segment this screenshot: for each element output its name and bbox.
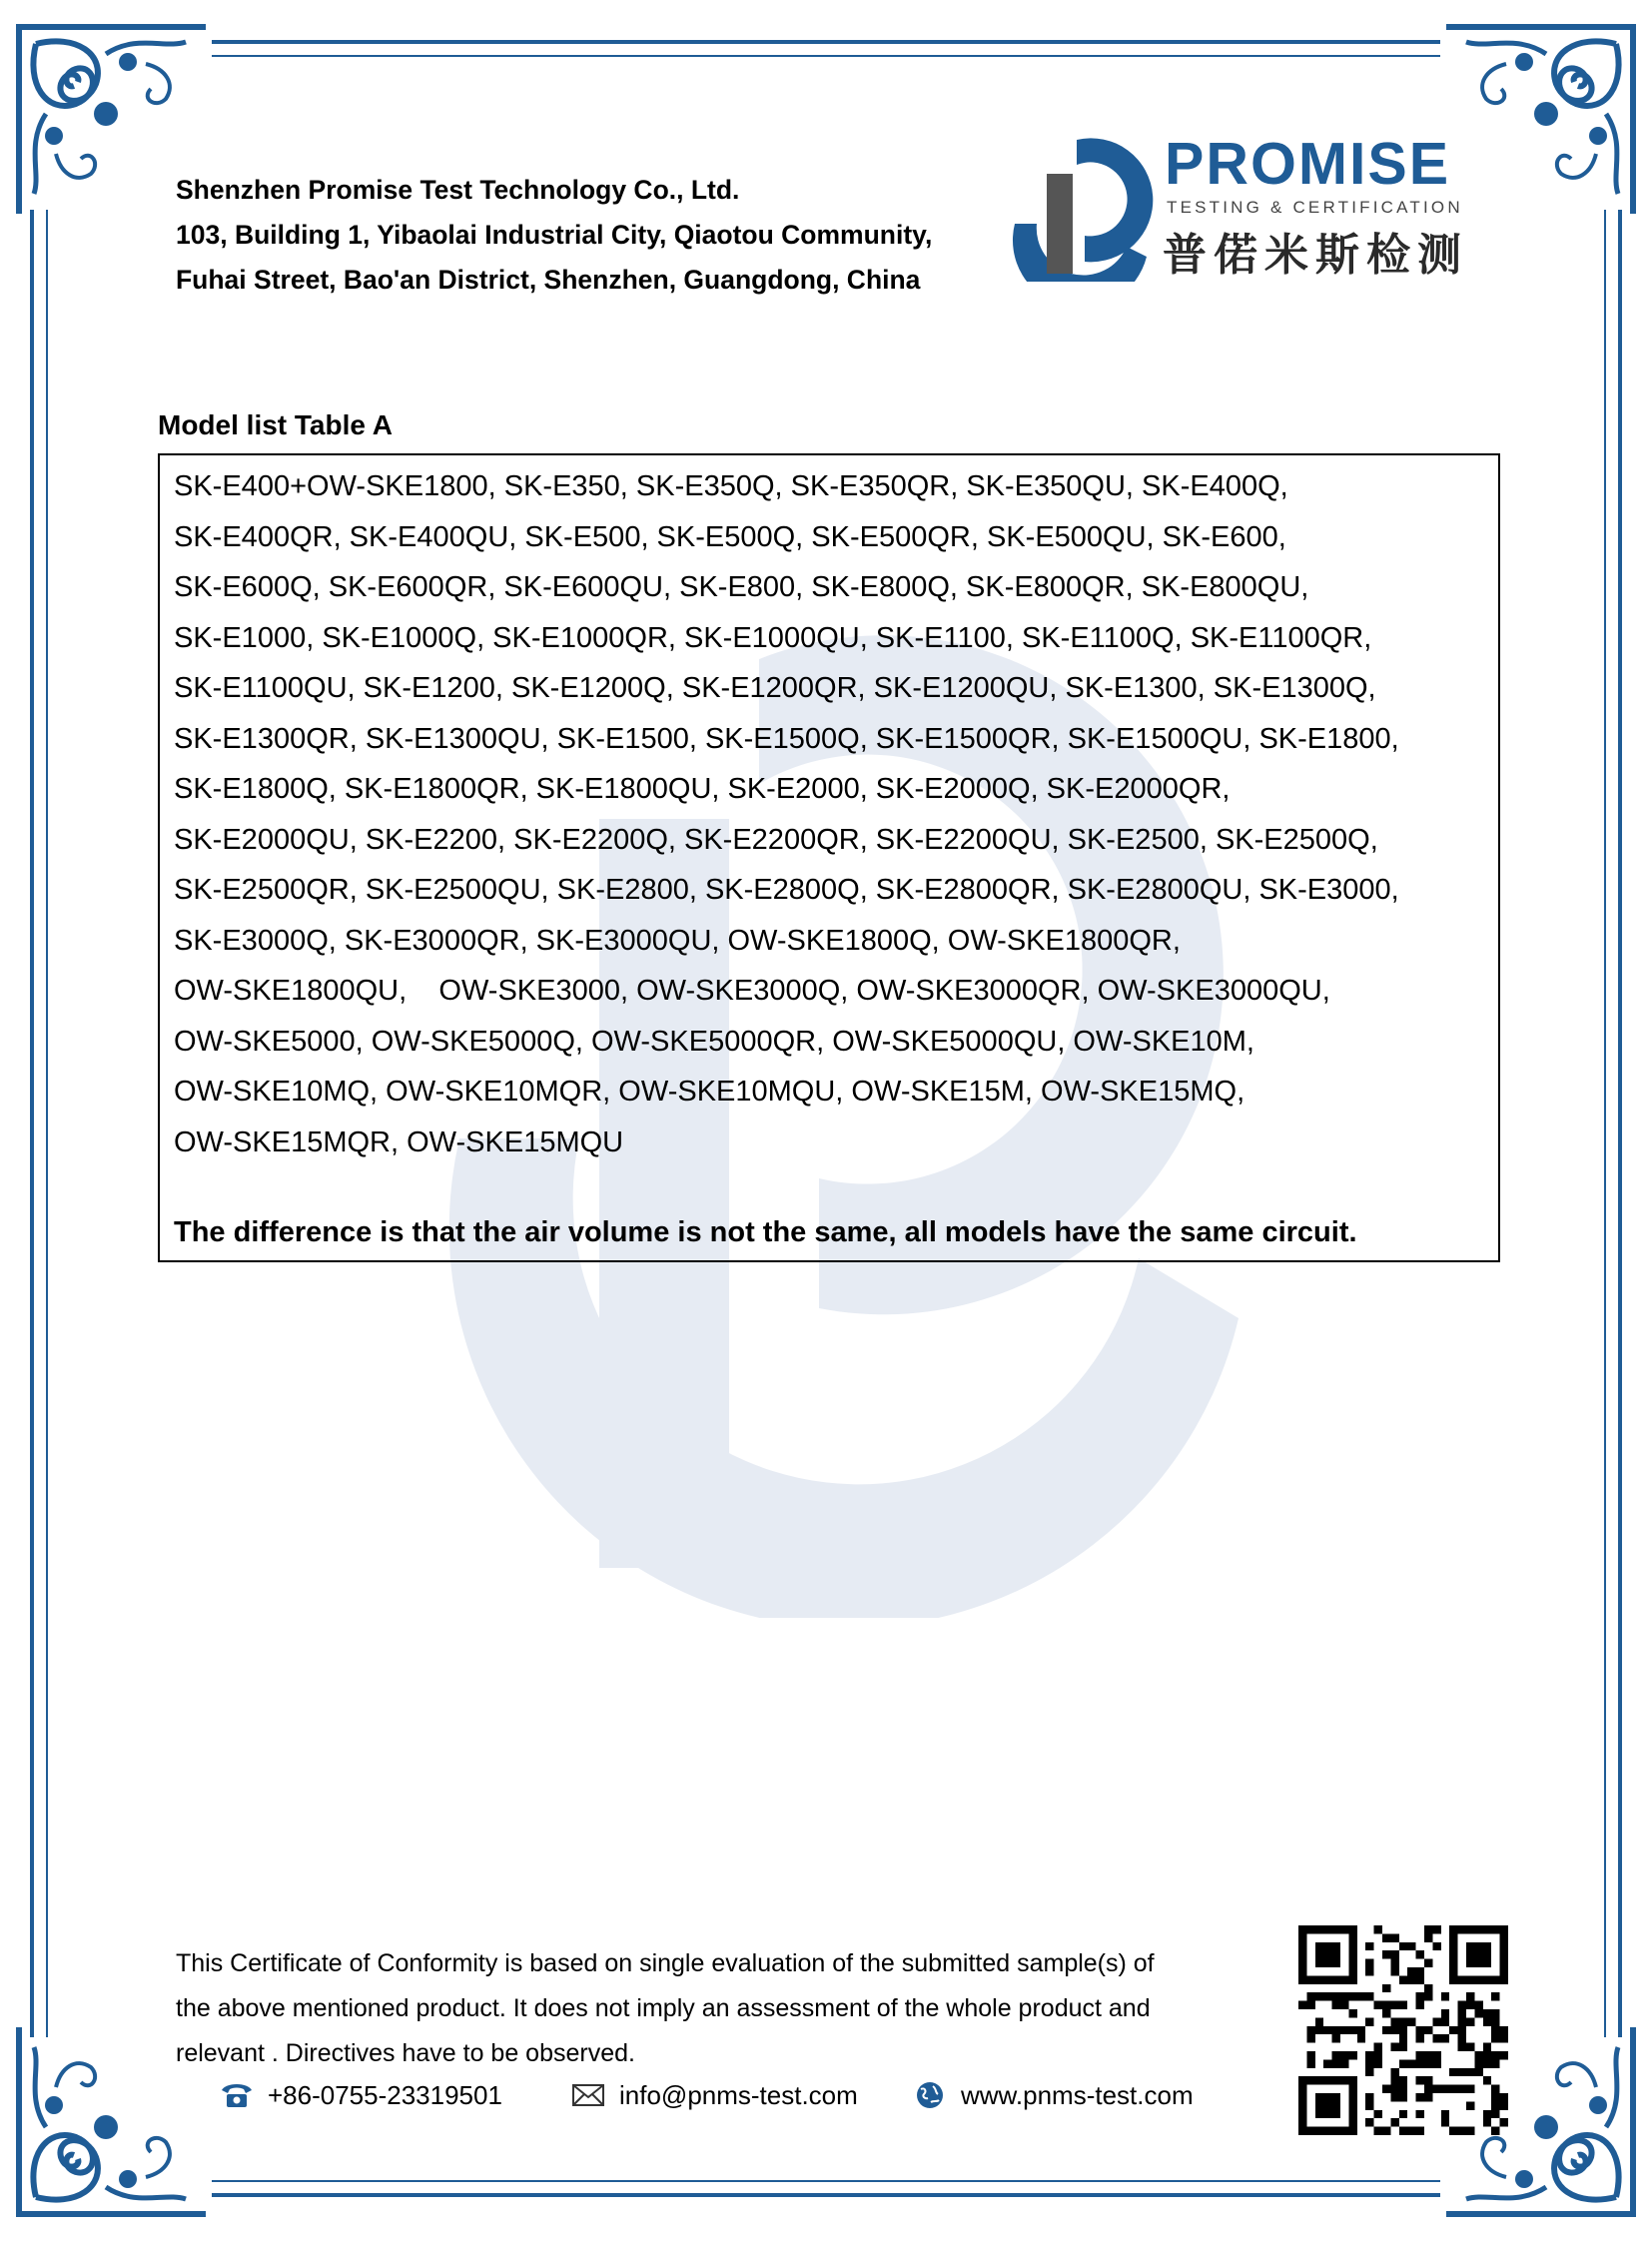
- frame-left-line-inner: [46, 210, 48, 2037]
- model-list-line: SK-E2000QU, SK-E2200, SK-E2200Q, SK-E2200QR, SK-E2200QU, SK-E2500, SK-E2500Q,: [174, 823, 1378, 856]
- company-name: Shenzhen Promise Test Technology Co., Ltd.: [176, 175, 740, 205]
- globe-icon: [913, 2080, 947, 2110]
- conformity-line: This Certificate of Conformity is based on single evaluation of the submitted sample(s) of: [176, 1949, 1155, 1977]
- frame-bottom-line: [212, 2193, 1440, 2197]
- phone-icon: [220, 2080, 254, 2110]
- email-icon: [571, 2080, 605, 2110]
- frame-left-line: [30, 210, 34, 2037]
- model-list-line: OW-SKE1800QU, OW-SKE3000, OW-SKE3000Q, OW-SKE3000QR, OW-SKE3000QU,: [174, 975, 1330, 1007]
- conformity-line: the above mentioned product. It does not imply an assessment of the whole product and: [176, 1994, 1151, 2022]
- model-list-line: SK-E400QR, SK-E400QU, SK-E500, SK-E500Q, SK-E500QR, SK-E500QU, SK-E600,: [174, 520, 1286, 553]
- model-list-line: SK-E1100QU, SK-E1200, SK-E1200Q, SK-E1200QR, SK-E1200QU, SK-E1300, SK-E1300Q,: [174, 672, 1376, 704]
- frame-right-line-inner: [1604, 210, 1606, 2037]
- model-list-line: SK-E400+OW-SKE1800, SK-E350, SK-E350Q, SK-E350QR, SK-E350QU, SK-E400Q,: [174, 470, 1288, 502]
- model-list-line: SK-E2500QR, SK-E2500QU, SK-E2800, SK-E2800Q, SK-E2800QR, SK-E2800QU, SK-E3000,: [174, 874, 1399, 906]
- phone-number: +86-0755-23319501: [268, 2080, 502, 2110]
- model-list-line: OW-SKE5000, OW-SKE5000Q, OW-SKE5000QR, OW-SKE5000QU, OW-SKE10M,: [174, 1025, 1254, 1058]
- conformity-statement: [176, 1941, 1235, 2076]
- promise-logo-mark: [1007, 132, 1157, 282]
- company-address-line-1: 103, Building 1, Yibaolai Industrial City, Qiaotou Community,: [176, 220, 933, 250]
- qr-code: [1298, 1925, 1508, 2135]
- website-url[interactable]: www.pnms-test.com: [961, 2080, 1194, 2110]
- model-list-line: SK-E3000Q, SK-E3000QR, SK-E3000QU, OW-SKE1800Q, OW-SKE1800QR,: [174, 924, 1181, 957]
- logo-brand-text: PROMISE: [1165, 131, 1451, 197]
- model-list-line: OW-SKE10MQ, OW-SKE10MQR, OW-SKE10MQU, OW-SKE15M, OW-SKE15MQ,: [174, 1076, 1245, 1108]
- difference-note: The difference is that the air volume is not the same, all models have the same circuit.: [174, 1216, 1357, 1248]
- contact-website: [913, 2077, 1194, 2113]
- promise-logo: [1007, 132, 1486, 292]
- frame-bottom-line-inner: [212, 2180, 1440, 2182]
- model-list-line: SK-E600Q, SK-E600QR, SK-E600QU, SK-E800, SK-E800Q, SK-E800QR, SK-E800QU,: [174, 571, 1309, 603]
- model-table-title: Model list Table A: [158, 409, 393, 440]
- contact-email: [571, 2077, 858, 2113]
- logo-tagline: TESTING & CERTIFICATION: [1167, 198, 1463, 217]
- model-list-line: SK-E1000, SK-E1000Q, SK-E1000QR, SK-E1000QU, SK-E1100, SK-E1100Q, SK-E1100QR,: [174, 621, 1372, 654]
- model-list-line: OW-SKE15MQR, OW-SKE15MQU: [174, 1125, 624, 1158]
- logo-chinese-name: 普偌米斯检测: [1163, 231, 1468, 280]
- contact-phone: [220, 2077, 502, 2113]
- frame-right-line: [1618, 210, 1622, 2037]
- company-address-block: [176, 168, 1035, 303]
- conformity-line: relevant . Directives have to be observed.: [176, 2039, 635, 2067]
- company-address-line-2: Fuhai Street, Bao'an District, Shenzhen, Guangdong, China: [176, 265, 921, 295]
- model-list-line: SK-E1800Q, SK-E1800QR, SK-E1800QU, SK-E2000, SK-E2000Q, SK-E2000QR,: [174, 773, 1231, 805]
- frame-top-line: [212, 40, 1440, 44]
- frame-top-line-inner: [212, 55, 1440, 57]
- model-list-box: [158, 453, 1500, 1262]
- email-address[interactable]: info@pnms-test.com: [619, 2080, 858, 2110]
- model-list-line: SK-E1300QR, SK-E1300QU, SK-E1500, SK-E1500Q, SK-E1500QR, SK-E1500QU, SK-E1800,: [174, 722, 1399, 755]
